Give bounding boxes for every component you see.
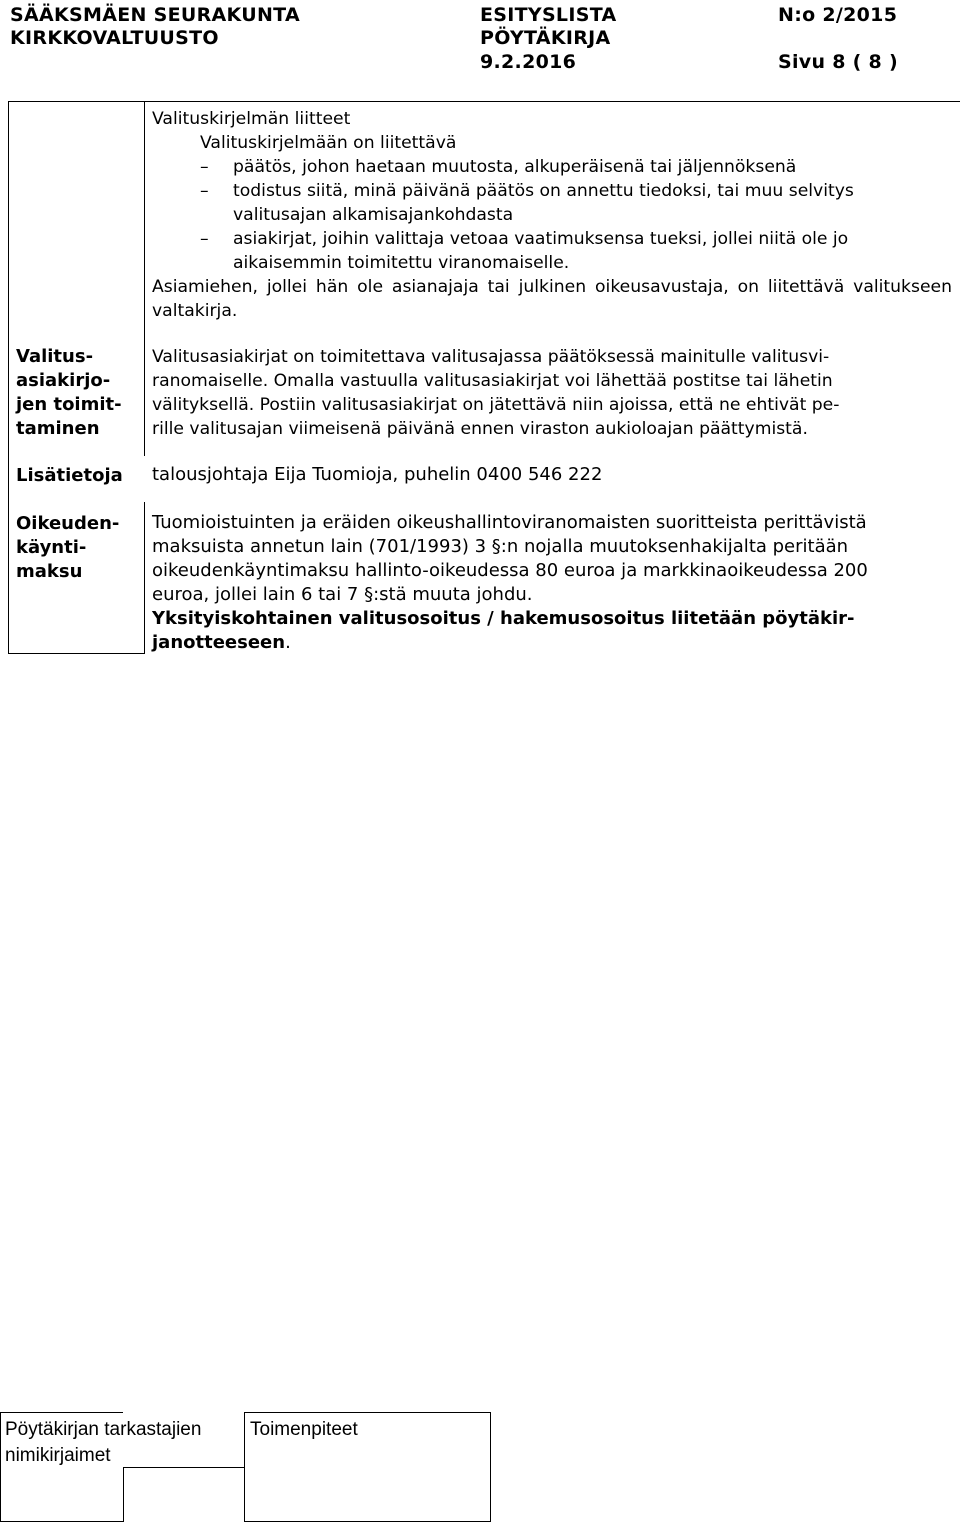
list-item-continuation: valitusajan alkamisajankohdasta (233, 205, 514, 225)
dash-bullet: – (200, 157, 209, 177)
table-bottom-border (8, 653, 145, 654)
footer-right-border (490, 1412, 491, 1522)
reviewers-initials-label: Pöytäkirjan tarkastajien nimikirjaimet (5, 1419, 202, 1466)
appendix-heading: Valituskirjelmän liitteet (152, 109, 351, 129)
contact-info: talousjohtaja Eija Tuomioja, puhelin 0400 546 222 (152, 464, 603, 485)
footer-right-top-border (244, 1412, 491, 1413)
footer-right-bottom-border (244, 1521, 491, 1522)
organization-name: SÄÄKSMÄEN SEURAKUNTA (10, 4, 300, 26)
footer-box-divider (123, 1467, 124, 1522)
doc-type-minutes: PÖYTÄKIRJA (480, 27, 611, 49)
organ-name: KIRKKOVALTUUSTO (10, 27, 219, 49)
court-fee-label: Oikeuden- käynti- maksu (16, 513, 120, 582)
footer-left-border (0, 1412, 1, 1522)
table-left-border (8, 101, 9, 654)
page-number: Sivu 8 ( 8 ) (778, 51, 898, 73)
document-date: 9.2.2016 (480, 51, 577, 73)
additional-info-label: Lisätietoja (16, 465, 123, 486)
actions-label: Toimenpiteet (250, 1419, 358, 1440)
list-item-continuation: aikaisemmin toimitettu viranomaiselle. (233, 253, 570, 273)
footer-left-bottom-border (0, 1521, 123, 1522)
detailed-instructions-note: Yksityiskohtainen valitusosoitus / hakemusosoitus liitetään pöytäkir- (152, 608, 855, 629)
attorney-paragraph: Asiamiehen, jollei hän ole asianajaja tai julkinen oikeusavustaja, on liitettävä valitukseen valtakirja. (152, 277, 952, 321)
footer-left-top-border (0, 1412, 123, 1413)
appendix-intro: Valituskirjelmään on liitettävä (200, 133, 457, 153)
dash-bullet: – (200, 229, 209, 249)
court-fee-paragraph: Tuomioistuinten ja eräiden oikeushallintoviranomaisten suoritteista perittävistä maksuista annetun lain (701/1993) 3 §:n nojalla muutoksenhakijalta peritään oikeudenkäyntimaksu hallinto-oikeudessa 80 euroa ja markkinaoikeudessa 200 euroa, jollei lain 6 tai 7 §:stä muuta johdu. Yksityiskohtainen valitusosoitus / hakemusosoitus liitetään pöytäkir- janotteeseen. (152, 511, 942, 655)
document-number: N:o 2/2015 (778, 4, 898, 26)
delivery-paragraph: Valitusasiakirjat on toimitettava valitusajassa päätöksessä mainitulle valitusvi- ranomaiselle. Omalla vastuulla valitusasiakirjat voi lähettää postitse tai lähetin välityksellä. Postiin valitusasiakirjat on jätettävä niin ajoissa, että ne ehtivät pe- rille valitusajan viimeisenä päivänä ennen viraston aukioloajan päättymistä. (152, 347, 840, 439)
label-column-divider (144, 101, 145, 456)
footer-mid-right-border (244, 1412, 245, 1468)
label-column-divider-lower (144, 502, 145, 654)
footer-right-left-border (244, 1467, 245, 1522)
header-rule (8, 101, 960, 102)
delivery-label: Valitus- asiakirjo- jen toimit- taminen (16, 346, 122, 439)
dash-bullet: – (200, 181, 209, 201)
doc-type-agenda: ESITYSLISTA (480, 4, 617, 26)
